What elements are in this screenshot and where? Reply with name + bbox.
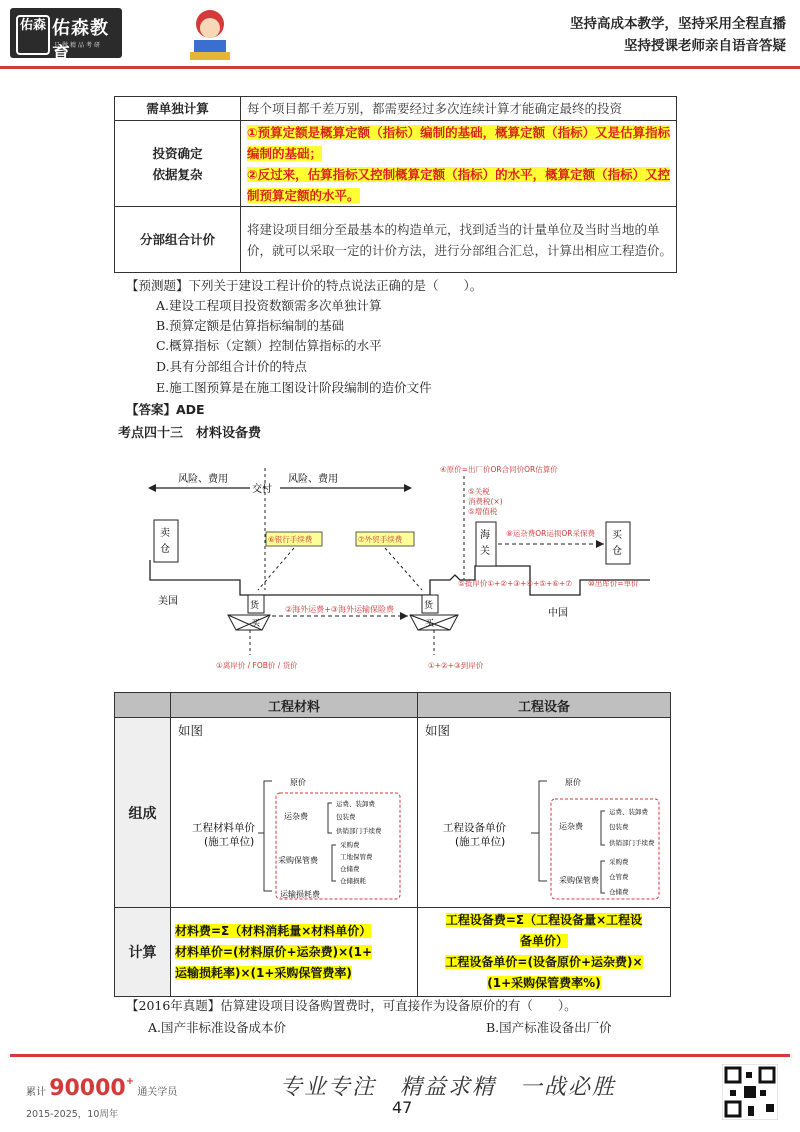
row-label	[115, 121, 241, 207]
row-label-calculation: 计算	[115, 908, 171, 997]
question-stem: 【预测题】下列关于建设工程计价的特点说法正确的是（ ）。	[126, 278, 483, 293]
fx-fee-label: ⑦外贸手续费	[358, 535, 403, 544]
goods-right: 货	[424, 601, 434, 611]
goods-left: 货	[250, 601, 260, 611]
table-row	[115, 97, 677, 121]
material-cost-tree	[172, 741, 416, 903]
svg-text:仓: 仓	[612, 546, 622, 557]
table-row	[115, 207, 677, 273]
seller-label: 卖	[160, 528, 170, 539]
landed-price-label: ⑤抵岸价①+②+③+④+⑤+⑥+⑦	[458, 579, 572, 588]
equipment-calc-line3: 工程设备单价=(设备原价+运杂费)×	[445, 955, 643, 969]
count-prefix: 累计	[26, 1087, 46, 1098]
equipment-cost-tree	[419, 741, 669, 903]
svg-text:原价: 原价	[565, 778, 581, 787]
option-d: D.具有分部组合计价的特点	[156, 359, 308, 374]
svg-text:仓管费: 仓管费	[609, 873, 629, 881]
ex-warehouse-label: ⑩出库价=单价	[588, 579, 639, 588]
svg-text:(施工单位): (施工单位)	[204, 836, 255, 848]
tree-root: 工程设备单价	[443, 822, 506, 834]
material-calc-line2: 材料单价=(材料原价+运杂费)×(1+	[175, 944, 373, 959]
bank-fee-label: ⑥银行手续费	[268, 535, 313, 544]
figure-note: 如图	[425, 723, 451, 738]
option-e: E.施工图预算是在施工图设计阶段编制的造价文件	[156, 380, 432, 395]
svg-text:仓储损耗: 仓储损耗	[340, 877, 366, 885]
svg-text:运费、装卸费: 运费、装卸费	[609, 808, 648, 816]
question2-option-b: B.国产标准设备出厂价	[486, 1020, 612, 1035]
material-composition-cell	[171, 718, 418, 908]
row-label-line1: 投资确定	[152, 145, 203, 161]
svg-text:(施工单位): (施工单位)	[455, 836, 506, 848]
highlight-text-2: ②反过来，估算指标又控制概算定额（指标）的水平，概算定额（指标）又控制预算定额的水平。	[247, 166, 671, 203]
row-label-line2: 依据复杂	[152, 166, 203, 182]
logo-name: 佑森教育	[52, 18, 109, 65]
risk-right-label: 风险、费用	[288, 474, 338, 485]
svg-text:供销部门手续费: 供销部门手续费	[336, 827, 382, 835]
table-row	[115, 908, 671, 997]
header-slogan-2: 坚持授课老师亲自语音答疑	[624, 38, 786, 54]
svg-text:采购保管费: 采购保管费	[559, 876, 599, 885]
svg-text:关: 关	[480, 546, 490, 557]
section-title: 考点四十三 材料设备费	[118, 426, 262, 441]
answer: 【答案】ADE	[126, 402, 205, 417]
svg-text:工地保管费: 工地保管费	[340, 853, 373, 861]
table-row	[115, 121, 677, 207]
equipment-calc-line4: (1+采购保管费率%)	[487, 976, 601, 990]
svg-text:包装费: 包装费	[609, 823, 629, 831]
cif-label: ①+②+③到岸价	[428, 661, 484, 670]
logo-slogan: 只做精品考研	[54, 42, 103, 49]
usa-label: 美国	[158, 596, 178, 607]
table-row	[115, 718, 671, 908]
column-header-equipment: 工程设备	[418, 693, 671, 718]
row-text: 每个项目都千差万别，都需要经过多次连续计算才能确定最终的投资	[241, 97, 677, 121]
row-text	[241, 121, 677, 207]
row-label: 需单独计算	[115, 97, 241, 121]
tariff-label: ⑤关税	[468, 487, 490, 496]
svg-text:仓储费: 仓储费	[340, 865, 360, 873]
student-count	[26, 1076, 177, 1101]
row-label: 分部组合计价	[115, 207, 241, 273]
buy-right: 买	[425, 619, 435, 629]
svg-text:仓: 仓	[160, 544, 170, 555]
logo	[10, 8, 122, 65]
svg-text:原价: 原价	[290, 778, 306, 787]
vat-label: ⑤增值税	[468, 507, 498, 516]
highlight-text-1: ①预算定额是概算定额（指标）编制的基础，概算定额（指标）又是估算指标编制的基础；	[247, 124, 671, 161]
svg-text:仓储费: 仓储费	[609, 888, 629, 896]
transport-label: ⑧运杂费OR运损OR采保费	[506, 529, 595, 538]
equipment-calc-cell	[418, 908, 671, 997]
svg-text:运费、装卸费: 运费、装卸费	[336, 800, 375, 808]
table-header-row	[115, 693, 671, 718]
motto-signature: 专业专注 精益求精 一战必胜	[280, 1075, 617, 1100]
count-plus: +	[125, 1076, 135, 1087]
customs-label: 海	[480, 530, 490, 541]
option-b: B.预算定额是估算指标编制的基础	[156, 318, 345, 333]
svg-text:运杂费: 运杂费	[559, 822, 583, 831]
svg-text:运输损耗费: 运输损耗费	[280, 890, 320, 899]
import-flow-diagram	[110, 440, 690, 680]
material-calc-cell	[171, 908, 418, 997]
svg-text:采购费: 采购费	[609, 858, 629, 866]
question2-option-a: A.国产非标准设备成本价	[148, 1020, 287, 1035]
risk-left-label: 风险、费用	[178, 474, 228, 485]
years-label: 2015-2025，10周年	[26, 1109, 119, 1120]
tree-root: 工程材料单价	[192, 822, 255, 834]
count-number: 90000	[49, 1076, 126, 1101]
question2-stem: 【2016年真题】估算建设项目设备购置费时，可直接作为设备原价的有（ ）。	[126, 998, 577, 1013]
original-price-label: ④原价=出厂价OR合同价OR估算价	[440, 465, 558, 474]
row-label-composition: 组成	[115, 718, 171, 908]
option-a: A.建设工程项目投资数额需多次单独计算	[156, 298, 382, 313]
svg-text:运杂费: 运杂费	[284, 812, 308, 821]
consumption-tax-label: 消费税(×)	[468, 497, 503, 506]
pricing-features-table	[114, 96, 677, 273]
svg-text:采购保管费: 采购保管费	[278, 856, 318, 865]
figure-note: 如图	[178, 723, 204, 738]
corner-cell	[115, 693, 171, 718]
freight-label: ②海外运费+③海外运输保险费	[285, 605, 395, 614]
handover-label: 交付	[252, 484, 272, 495]
buyer-label: 买	[612, 530, 622, 541]
row-text: 将建设项目细分至最基本的构造单元，找到适当的计量单位及当时当地的单价，就可以采取一定的计价方法，进行分部组合汇总，计算出相应工程造价。	[241, 207, 677, 273]
china-label: 中国	[548, 608, 568, 619]
footer-divider	[10, 1054, 790, 1057]
svg-text:包装费: 包装费	[336, 813, 356, 821]
column-header-material: 工程材料	[171, 693, 418, 718]
buy-left: 买	[251, 619, 261, 629]
equipment-calc-line1: 工程设备费=Σ（工程设备量×工程设	[445, 913, 643, 927]
mascot-icon	[180, 4, 240, 64]
header-slogan-1: 坚持高成本教学，坚持采用全程直播	[570, 16, 786, 32]
svg-text:采购费: 采购费	[340, 841, 360, 849]
equipment-composition-cell	[418, 718, 671, 908]
header-divider	[0, 66, 800, 69]
count-suffix: 通关学员	[137, 1087, 178, 1098]
page-header	[0, 0, 800, 66]
equipment-calc-line2: 备单价）	[519, 934, 568, 948]
page-number: 47	[392, 1098, 413, 1117]
logo-seal: 佑森	[16, 15, 50, 55]
qr-code-icon	[722, 1064, 778, 1120]
option-c: C.概算指标（定额）控制估算指标的水平	[156, 338, 382, 353]
material-equipment-table	[114, 692, 671, 997]
material-calc-line1: 材料费=Σ（材料消耗量×材料单价）	[175, 923, 372, 938]
fob-label: ①离岸价 / FOB价 / 货价	[216, 661, 298, 670]
material-calc-line3: 运输损耗率)×(1+采购保管费率)	[175, 965, 352, 980]
svg-text:供销部门手续费: 供销部门手续费	[609, 839, 655, 847]
